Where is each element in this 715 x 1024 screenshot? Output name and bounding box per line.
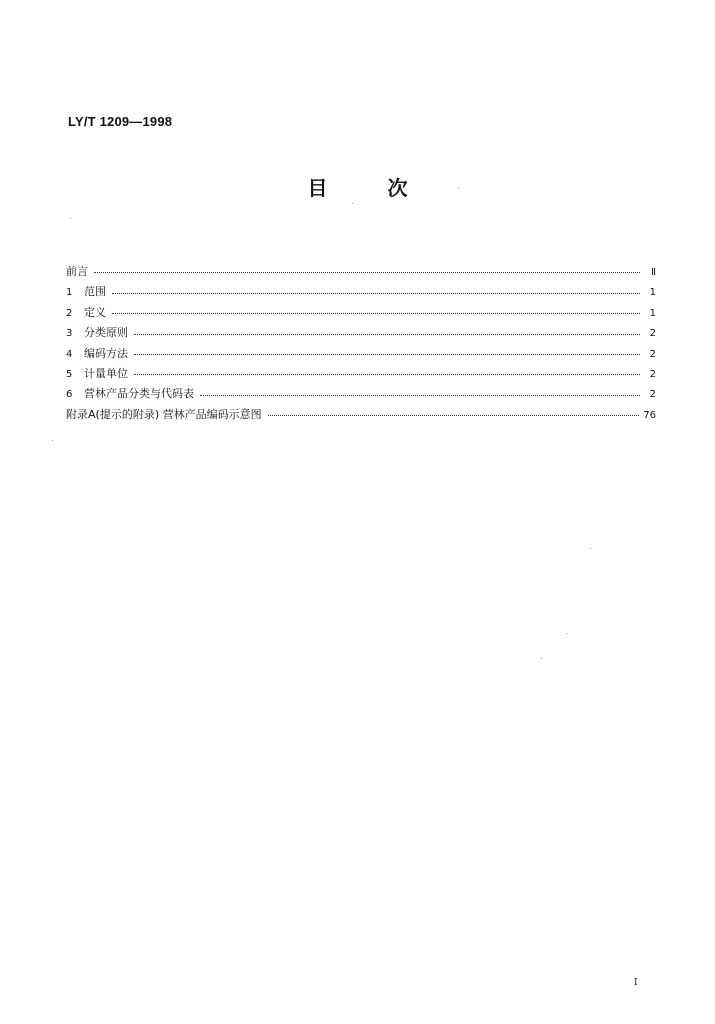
table-of-contents: [66, 262, 656, 425]
standard-code: LY/T 1209—1998: [68, 114, 173, 129]
toc-leader-dots: [94, 272, 640, 273]
toc-entry-code-table[interactable]: [66, 384, 656, 404]
page-title: [0, 172, 715, 201]
toc-leader-dots: [268, 415, 640, 416]
toc-entry-number: 5: [66, 368, 73, 380]
toc-entry-number: 2: [66, 307, 73, 319]
toc-entry-scope[interactable]: [66, 282, 656, 302]
toc-leader-dots: [134, 354, 640, 355]
toc-leader-dots: [112, 293, 640, 294]
toc-entry-number: 6: [66, 389, 73, 401]
toc-entry-page: 2: [649, 389, 656, 401]
title-char-1: 目: [307, 176, 328, 200]
scan-speck: [566, 633, 567, 634]
toc-leader-dots: [200, 395, 640, 396]
toc-entry-page: 2: [649, 368, 656, 380]
toc-entry-page: 2: [649, 328, 656, 340]
toc-entry-units[interactable]: [66, 364, 656, 384]
toc-entry-label: 营林产品分类与代码表: [84, 387, 194, 401]
scan-speck: [590, 548, 591, 549]
toc-entry-appendix-a[interactable]: [66, 405, 656, 425]
scan-speck: [541, 658, 542, 659]
toc-entry-label: 范围: [84, 285, 106, 299]
toc-entry-number: 3: [66, 328, 73, 340]
toc-entry-classification-principles[interactable]: [66, 323, 656, 343]
scan-speck: [458, 188, 459, 189]
scan-speck: [70, 218, 71, 219]
toc-entry-label: 计量单位: [84, 366, 128, 380]
toc-entry-coding-method[interactable]: [66, 344, 656, 364]
toc-entry-number: 4: [66, 348, 73, 360]
toc-entry-definitions[interactable]: [66, 303, 656, 323]
toc-leader-dots: [112, 313, 640, 314]
toc-entry-page: 2: [649, 348, 656, 360]
toc-leader-dots: [134, 334, 640, 335]
scan-speck: [52, 440, 53, 441]
scan-speck: [352, 203, 353, 204]
toc-entry-page: 76: [643, 409, 656, 421]
toc-entry-label: 编码方法: [84, 346, 128, 360]
toc-entry-label: 附录A(提示的附录) 营林产品编码示意图: [66, 407, 262, 421]
toc-entry-page: 1: [649, 307, 656, 319]
toc-entry-label: 定义: [84, 305, 106, 319]
toc-entry-label: 分类原则: [84, 326, 128, 340]
toc-entry-foreword[interactable]: [66, 262, 656, 282]
toc-entry-number: 1: [66, 287, 73, 299]
title-char-2: 次: [387, 176, 408, 200]
page-number: I: [634, 978, 638, 988]
toc-entry-label: 前言: [66, 265, 88, 278]
toc-entry-page: 1: [649, 287, 656, 299]
toc-leader-dots: [134, 374, 640, 375]
toc-entry-page: Ⅱ: [651, 267, 656, 278]
